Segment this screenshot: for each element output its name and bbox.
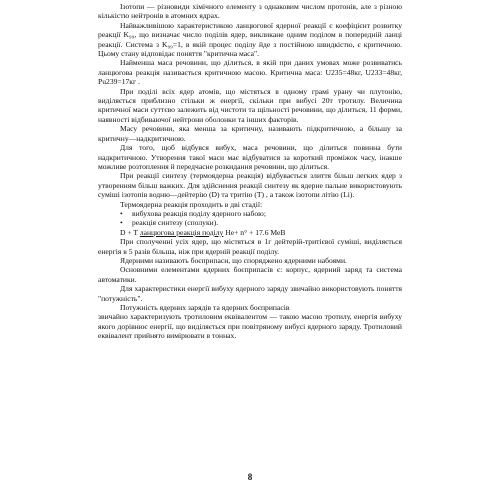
paragraph-subcritical: Масу речовини, яка менша за критичну, називають підкритичною, а більшу за критичну—надкритичною.: [98, 124, 402, 143]
list-item: • вибухова реакція поділу ядерного набою;: [120, 209, 402, 218]
stages-list: [98, 209, 402, 228]
paragraph-two-stages: Термоядерна реакція проходить в дві стадії:: [120, 199, 263, 209]
paragraph-energy-release: При поділі всіх ядер атомів, що містяться в одному грамі урану чи плутонію, виділяється приблизно стільки ж енергії, скільки при вибусі 20т тротилу. Величина критичної маси суттєво залежить від чистоти та щільності речовини, що ділиться, 11 форми, наявності відбиваючої нейтрони оболонки та інших факторів.: [98, 86, 402, 124]
paragraph-tnt-equivalent: звичайно характеризують тротиловим еквівалентом — такою масою тротилу, енергія вибуху якого дорівнює енергії, що виділяється при повітряному вибусі ядерного заряду. Тротиловий еквівалент прийнято вимірювати в тоннах.: [98, 312, 402, 341]
reaction-suffix: Не+ n° + 17.6 МеВ: [223, 227, 286, 237]
paragraph-nuclear-munitions: Ядерними називають боєприпаси, що споряджено ядерними набоями.: [120, 255, 347, 265]
paragraph-reaction-coefficient: Найважливішою характеристикою ланцюгової ядерної реакції є коефіцієнт розвитку реакції K₉₉, що визначає число поділів ядер, викликане одним поділом в попередній ланці реакції. Система з K₉₉=1, в якій процес поділу йде з постійною швидкістю, є критичною. Цьому стану відповідає поняття "критична маса".: [98, 20, 402, 59]
paragraph-supercritical: Для того, щоб відбувся вибух, маса речовини, що ділиться повинна бути надкритичною. Утворення такої маси має відбуватися за короткий проміжок часу, інакше можливе розтоплення й передчасне розкидання речовини, що ділиться.: [98, 143, 402, 171]
reaction-prefix: D + T: [120, 227, 140, 237]
paragraph-fusion: При реакції синтезу (термоядерна реакція) відбувається злиття більш легких ядер з утворенням більш важких. Для здійснення реакції синтезу як ядерне пальне використовують суміші ізотопів водню—дейтерію (D) та тритію (Т) , а також ізотопи літію (Li).: [98, 171, 402, 200]
paragraph-critical-mass: Найменша маса речовини, що ділиться, в якій при даних умовах може розвиватись ланцюгова реакція називається критичною масою. Критична маса: U235=48кг, U233=48кг, Pu239=17кг .: [98, 58, 402, 87]
page-number: 8: [247, 471, 253, 482]
reaction-underlined: ланцюгова реакція поділу: [139, 227, 224, 237]
paragraph-power-heading: Потужність ядерних зарядів та ядерних боєприпасів: [120, 303, 290, 312]
paragraph-fusion-energy: При сполученні усіх ядер, що містяться в 1г дейтерій-тритієвої суміші, виділяється енергія в 5 разів більша, ніж при ядерній реакції поділу.: [98, 237, 402, 256]
paragraph-power-concept: Для характеристики енергії вибуху ядерного заряду звичайно використовують поняття "потужність".: [98, 284, 402, 303]
paragraph-main-elements: Основними елементами ядерних боєприпасів є: корпус, ядерний заряд та система автоматики.: [98, 265, 402, 284]
list-item: • реакція синтезу (сполуки).: [120, 218, 402, 227]
paragraph-isotopes: Ізотопи — різновиди хімічного елементу з однаковим числом протонів, але з різною кількістю нейтронів в атомних ядрах.: [98, 2, 402, 21]
reaction-equation: [98, 228, 402, 237]
